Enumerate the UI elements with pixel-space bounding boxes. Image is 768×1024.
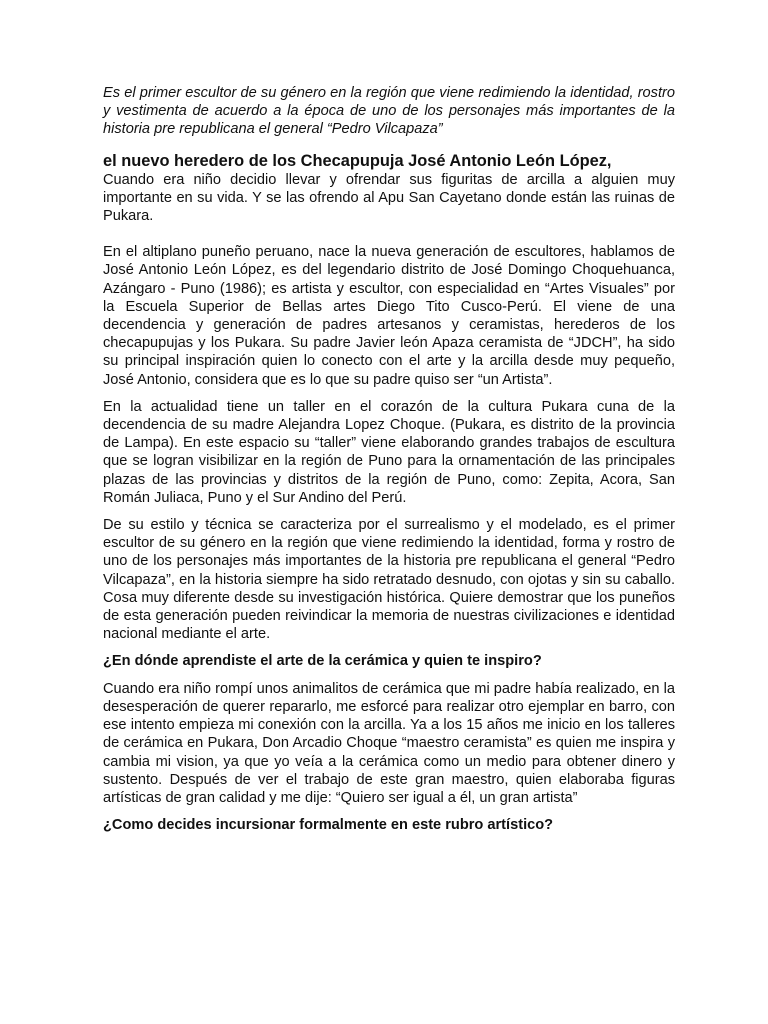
document-page (103, 84, 675, 834)
intro-paragraph: Es el primer escultor de su género en la región que viene redimiendo la identidad, rostro y vestimenta de acuerdo a la época de uno de los personajes más importantes de la historia pre republicana el general “Pedro Vilcapaza” (103, 85, 675, 138)
body-paragraph-1: Cuando era niño decidio llevar y ofrendar sus figuritas de arcilla a alguien muy importante en su vida. Y se las ofrendo al Apu San Cayetano donde están las ruinas de Pukara. (103, 171, 675, 225)
article-heading: el nuevo heredero de los Checapupuja José Antonio León López, (103, 151, 612, 170)
answer-1: Cuando era niño rompí unos animalitos de cerámica que mi padre había realizado, en la desesperación de querer repararlo, me esforcé para realizar otro ejemplar en barro, con ese intento empieza mi conexión con la arcilla. Ya a los 15 años me inicio en los talleres de cerámica en Pukara, Don Arcadio Choque “maestro ceramista” es quien me inspira y cambia mi vision, ya que yo veía a la cerámica como un medio para obtener dinero y sustento. Después de ver el trabajo de este gran maestro, quien elaboraba figuras artísticas de gran calidad y me dije: “Quiero ser igual a él, un gran artista” (103, 680, 675, 806)
body-paragraph-4: De su estilo y técnica se caracteriza por el surrealismo y el modelado, es el primer escultor de su género en la región que viene redimiendo la identidad, forma y rostro de uno de los personajes más importantes de la historia pre republicana el general “Pedro Vilcapaza”, en la historia siempre ha sido retratado desnudo, con ojotas y sin su caballo. Cosa muy diferente desde su investigación histórica. Quiere demostrar que los puneños de esta generación pueden reivindicar la memoria de nuestras civilizaciones e identidad nacional mediante el arte. (103, 517, 675, 643)
question-1: ¿En dónde aprendiste el arte de la cerámica y quien te inspiro? (103, 653, 542, 670)
body-paragraph-2: En el altiplano puneño peruano, nace la nueva generación de escultores, hablamos de José Antonio León López, es del legendario distrito de José Domingo Choquehuanca, Azángaro - Puno (1986); es artista y escultor, con especialidad en “Artes Visuales” por la Escuela Superior de Bellas artes Diego Tito Cusco-Perú. El viene de una decendencia y generación de padres artesanos y ceramistas, herederos de los checapupujas y los Pukara. Su padre Javier león Apaza ceramista de “JDCH”, ha sido su principal inspiración quien lo conecto con el arte y la arcilla desde muy pequeño, José Antonio, considera que es lo que su padre quiso ser “un Artista”. (103, 244, 675, 388)
body-paragraph-3: En la actualidad tiene un taller en el corazón de la cultura Pukara cuna de la decendencia de su madre Alejandra Lopez Choque. (Pukara, es distrito de la provincia de Lampa). En este espacio su “taller” viene elaborando grandes trabajos de escultura que se logran visibilizar en la región de Puno para la ornamentación de las principales plazas de las provincias y distritos de la región de Puno, como: Zepita, Acora, San Román Juliaca, Puno y el Sur Andino del Perú. (103, 398, 675, 506)
question-2: ¿Como decides incursionar formalmente en este rubro artístico? (103, 817, 554, 834)
